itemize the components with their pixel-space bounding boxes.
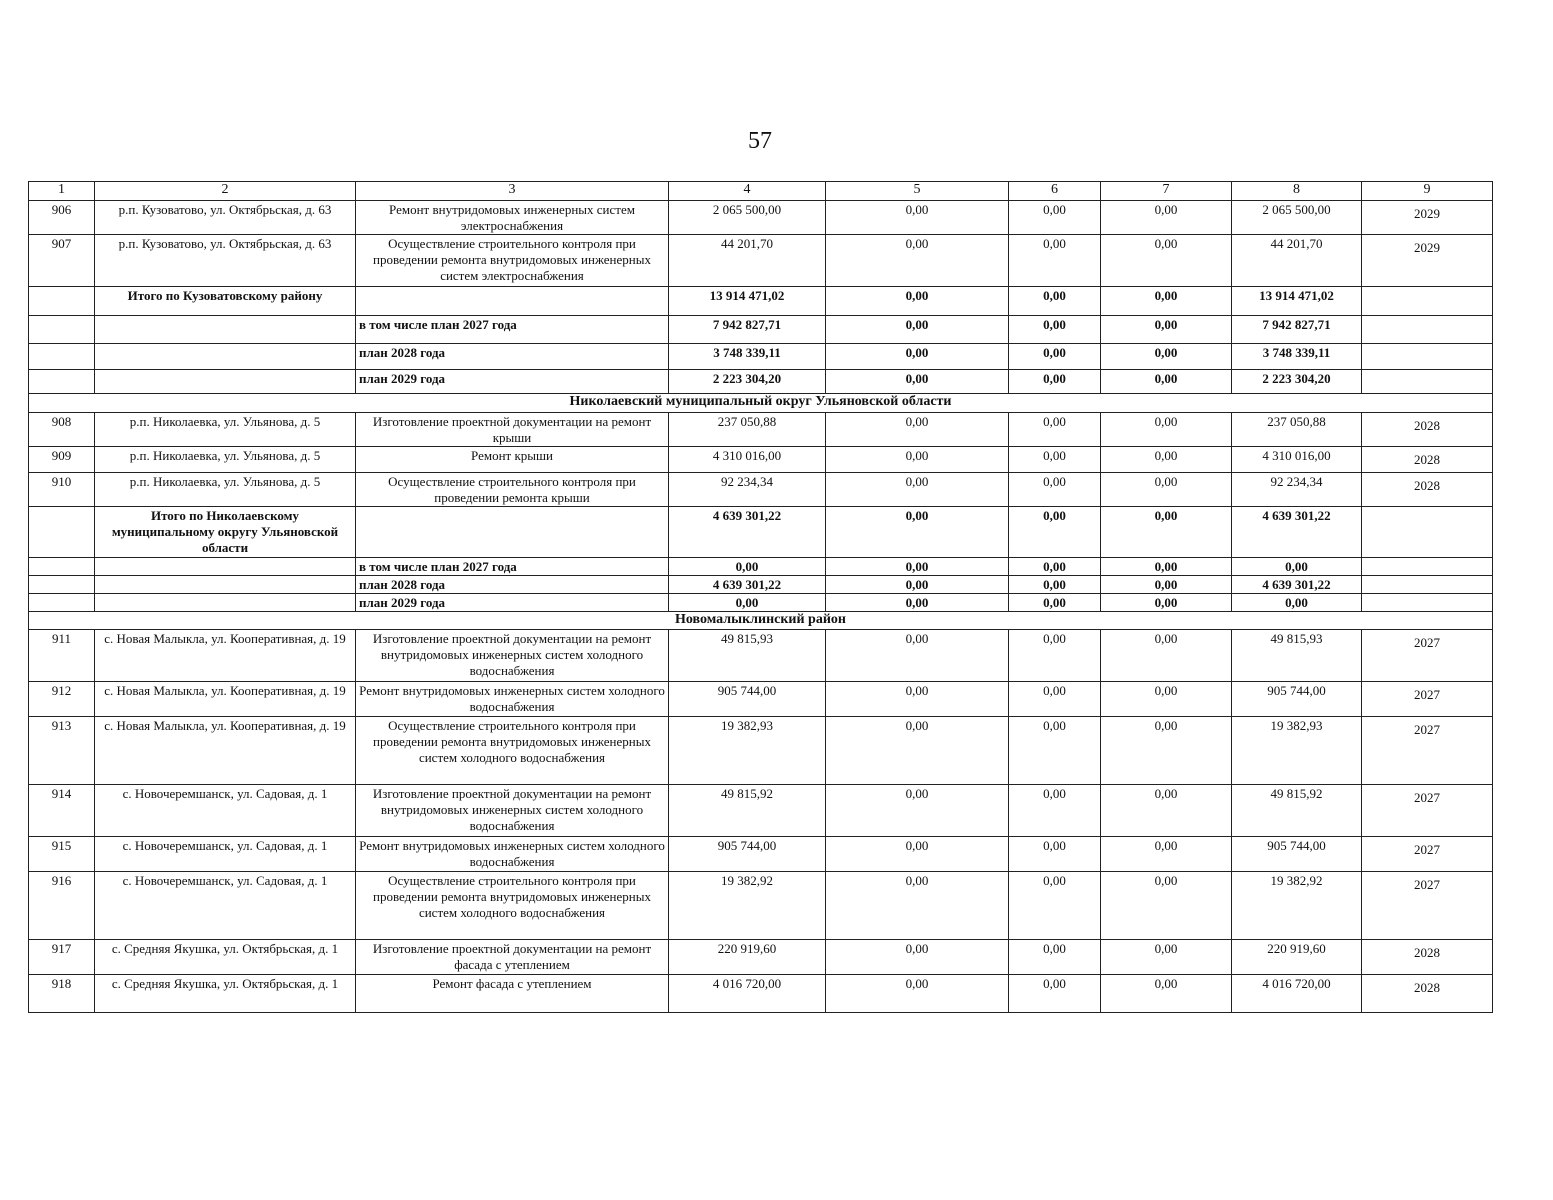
amount-col6-cell: 0,00	[1009, 630, 1101, 682]
amount-col6-cell: 0,00	[1009, 872, 1101, 940]
amount-col7-cell: 0,00	[1101, 785, 1232, 837]
amount-col6-cell: 0,00	[1009, 594, 1101, 612]
amount-col8-cell: 49 815,93	[1232, 630, 1362, 682]
amount-col5-cell: 0,00	[826, 594, 1009, 612]
amount-col7-cell: 0,00	[1101, 316, 1232, 344]
address-cell: с. Новочеремшанск, ул. Садовая, д. 1	[95, 837, 356, 872]
row-number-cell	[29, 594, 95, 612]
amount-col4-cell: 49 815,92	[669, 785, 826, 837]
row-number-cell: 914	[29, 785, 95, 837]
amount-col7-cell: 0,00	[1101, 507, 1232, 558]
amount-col7-cell: 0,00	[1101, 872, 1232, 940]
section-header-row	[29, 394, 1493, 413]
row-number-cell	[29, 344, 95, 370]
row-number-cell: 910	[29, 473, 95, 507]
work-description-cell: в том числе план 2027 года	[356, 558, 669, 576]
amount-col8-cell: 49 815,92	[1232, 785, 1362, 837]
table-row	[29, 785, 1493, 837]
amount-col4-cell: 905 744,00	[669, 837, 826, 872]
year-cell: 2028	[1362, 940, 1493, 975]
table-body	[29, 182, 1493, 1013]
row-number-cell: 915	[29, 837, 95, 872]
table-row	[29, 413, 1493, 447]
header-cell: 6	[1009, 182, 1101, 201]
amount-col4-cell: 49 815,93	[669, 630, 826, 682]
work-description-cell: Изготовление проектной документации на ремонт крыши	[356, 413, 669, 447]
address-cell	[95, 558, 356, 576]
address-cell	[95, 316, 356, 344]
amount-col8-cell: 0,00	[1232, 594, 1362, 612]
address-cell: р.п. Кузоватово, ул. Октябрьская, д. 63	[95, 201, 356, 235]
row-number-cell: 907	[29, 235, 95, 287]
table-row	[29, 940, 1493, 975]
amount-col5-cell: 0,00	[826, 370, 1009, 394]
work-description-cell: план 2029 года	[356, 370, 669, 394]
header-cell: 4	[669, 182, 826, 201]
amount-col8-cell: 13 914 471,02	[1232, 287, 1362, 316]
address-cell	[95, 370, 356, 394]
row-number-cell	[29, 370, 95, 394]
amount-col8-cell: 905 744,00	[1232, 837, 1362, 872]
amount-col6-cell: 0,00	[1009, 507, 1101, 558]
row-number-cell	[29, 576, 95, 594]
total-row	[29, 507, 1493, 558]
amount-col4-cell: 237 050,88	[669, 413, 826, 447]
row-number-cell: 908	[29, 413, 95, 447]
year-cell	[1362, 344, 1493, 370]
amount-col6-cell: 0,00	[1009, 837, 1101, 872]
amount-col4-cell: 0,00	[669, 558, 826, 576]
amount-col8-cell: 237 050,88	[1232, 413, 1362, 447]
amount-col4-cell: 3 748 339,11	[669, 344, 826, 370]
amount-col4-cell: 2 065 500,00	[669, 201, 826, 235]
row-number-cell: 916	[29, 872, 95, 940]
address-cell	[95, 576, 356, 594]
amount-col7-cell: 0,00	[1101, 344, 1232, 370]
amount-col6-cell: 0,00	[1009, 940, 1101, 975]
year-cell	[1362, 576, 1493, 594]
address-cell	[95, 344, 356, 370]
amount-col6-cell: 0,00	[1009, 370, 1101, 394]
amount-col5-cell: 0,00	[826, 837, 1009, 872]
amount-col5-cell: 0,00	[826, 413, 1009, 447]
amount-col6-cell: 0,00	[1009, 473, 1101, 507]
total-row	[29, 558, 1493, 576]
table-row	[29, 837, 1493, 872]
amount-col4-cell: 13 914 471,02	[669, 287, 826, 316]
amount-col8-cell: 4 639 301,22	[1232, 576, 1362, 594]
amount-col7-cell: 0,00	[1101, 576, 1232, 594]
amount-col5-cell: 0,00	[826, 201, 1009, 235]
year-cell: 2028	[1362, 975, 1493, 1013]
amount-col6-cell: 0,00	[1009, 235, 1101, 287]
work-description-cell: Ремонт крыши	[356, 447, 669, 473]
work-description-cell: Ремонт внутридомовых инженерных систем холодного водоснабжения	[356, 682, 669, 717]
work-description-cell: Осуществление строительного контроля при проведении ремонта внутридомовых инженерных систем холодного водоснабжения	[356, 872, 669, 940]
amount-col8-cell: 4 310 016,00	[1232, 447, 1362, 473]
amount-col6-cell: 0,00	[1009, 682, 1101, 717]
header-cell: 8	[1232, 182, 1362, 201]
amount-col4-cell: 44 201,70	[669, 235, 826, 287]
work-description-cell	[356, 507, 669, 558]
table-row	[29, 447, 1493, 473]
address-cell: р.п. Николаевка, ул. Ульянова, д. 5	[95, 447, 356, 473]
row-number-cell	[29, 558, 95, 576]
amount-col7-cell: 0,00	[1101, 201, 1232, 235]
amount-col4-cell: 0,00	[669, 594, 826, 612]
header-cell: 7	[1101, 182, 1232, 201]
amount-col5-cell: 0,00	[826, 630, 1009, 682]
amount-col7-cell: 0,00	[1101, 837, 1232, 872]
row-number-cell	[29, 507, 95, 558]
amount-col6-cell: 0,00	[1009, 558, 1101, 576]
amount-col7-cell: 0,00	[1101, 287, 1232, 316]
amount-col8-cell: 220 919,60	[1232, 940, 1362, 975]
amount-col6-cell: 0,00	[1009, 344, 1101, 370]
row-number-cell: 917	[29, 940, 95, 975]
year-cell: 2027	[1362, 717, 1493, 785]
amount-col8-cell: 19 382,92	[1232, 872, 1362, 940]
address-cell: Итого по Николаевскому муниципальному округу Ульяновской области	[95, 507, 356, 558]
amount-col8-cell: 44 201,70	[1232, 235, 1362, 287]
header-cell: 9	[1362, 182, 1493, 201]
amount-col6-cell: 0,00	[1009, 287, 1101, 316]
amount-col6-cell: 0,00	[1009, 975, 1101, 1013]
total-row	[29, 287, 1493, 316]
amount-col4-cell: 7 942 827,71	[669, 316, 826, 344]
year-cell	[1362, 594, 1493, 612]
amount-col5-cell: 0,00	[826, 682, 1009, 717]
amount-col5-cell: 0,00	[826, 785, 1009, 837]
amount-col8-cell: 92 234,34	[1232, 473, 1362, 507]
amount-col7-cell: 0,00	[1101, 594, 1232, 612]
total-row	[29, 370, 1493, 394]
amount-col7-cell: 0,00	[1101, 975, 1232, 1013]
address-cell	[95, 594, 356, 612]
amount-col5-cell: 0,00	[826, 473, 1009, 507]
amount-col4-cell: 4 310 016,00	[669, 447, 826, 473]
total-row	[29, 576, 1493, 594]
amount-col7-cell: 0,00	[1101, 682, 1232, 717]
amount-col6-cell: 0,00	[1009, 316, 1101, 344]
year-cell	[1362, 287, 1493, 316]
table-row	[29, 682, 1493, 717]
year-cell	[1362, 558, 1493, 576]
year-cell	[1362, 507, 1493, 558]
work-description-cell: Ремонт фасада с утеплением	[356, 975, 669, 1013]
section-header-row	[29, 612, 1493, 630]
address-cell: с. Средняя Якушка, ул. Октябрьская, д. 1	[95, 940, 356, 975]
amount-col6-cell: 0,00	[1009, 447, 1101, 473]
work-description-cell: Ремонт внутридомовых инженерных систем электроснабжения	[356, 201, 669, 235]
work-description-cell: Изготовление проектной документации на ремонт внутридомовых инженерных систем холодного водоснабжения	[356, 630, 669, 682]
year-cell: 2029	[1362, 201, 1493, 235]
year-cell: 2027	[1362, 837, 1493, 872]
amount-col8-cell: 0,00	[1232, 558, 1362, 576]
year-cell: 2027	[1362, 872, 1493, 940]
section-title: Николаевский муниципальный округ Ульяновской области	[29, 394, 1493, 413]
amount-col5-cell: 0,00	[826, 287, 1009, 316]
amount-col6-cell: 0,00	[1009, 717, 1101, 785]
amount-col5-cell: 0,00	[826, 576, 1009, 594]
address-cell: с. Новочеремшанск, ул. Садовая, д. 1	[95, 785, 356, 837]
address-cell: с. Новочеремшанск, ул. Садовая, д. 1	[95, 872, 356, 940]
amount-col7-cell: 0,00	[1101, 630, 1232, 682]
work-description-cell: Осуществление строительного контроля при проведении ремонта внутридомовых инженерных систем электроснабжения	[356, 235, 669, 287]
budget-table	[28, 181, 1493, 1013]
amount-col8-cell: 2 223 304,20	[1232, 370, 1362, 394]
amount-col7-cell: 0,00	[1101, 717, 1232, 785]
amount-col8-cell: 4 016 720,00	[1232, 975, 1362, 1013]
year-cell	[1362, 370, 1493, 394]
year-cell: 2028	[1362, 447, 1493, 473]
row-number-cell: 913	[29, 717, 95, 785]
amount-col7-cell: 0,00	[1101, 413, 1232, 447]
amount-col7-cell: 0,00	[1101, 473, 1232, 507]
amount-col5-cell: 0,00	[826, 558, 1009, 576]
table-row	[29, 872, 1493, 940]
amount-col5-cell: 0,00	[826, 717, 1009, 785]
amount-col4-cell: 19 382,92	[669, 872, 826, 940]
address-cell: р.п. Николаевка, ул. Ульянова, д. 5	[95, 473, 356, 507]
amount-col5-cell: 0,00	[826, 316, 1009, 344]
address-cell: с. Новая Малыкла, ул. Кооперативная, д. 19	[95, 717, 356, 785]
year-cell: 2027	[1362, 785, 1493, 837]
amount-col5-cell: 0,00	[826, 940, 1009, 975]
amount-col7-cell: 0,00	[1101, 447, 1232, 473]
year-cell: 2028	[1362, 473, 1493, 507]
work-description-cell: план 2028 года	[356, 576, 669, 594]
work-description-cell: план 2028 года	[356, 344, 669, 370]
amount-col8-cell: 19 382,93	[1232, 717, 1362, 785]
header-row	[29, 182, 1493, 201]
total-row	[29, 316, 1493, 344]
header-cell: 5	[826, 182, 1009, 201]
work-description-cell	[356, 287, 669, 316]
amount-col4-cell: 905 744,00	[669, 682, 826, 717]
total-row	[29, 344, 1493, 370]
work-description-cell: Изготовление проектной документации на ремонт фасада с утеплением	[356, 940, 669, 975]
section-title: Новомалыклинский район	[29, 612, 1493, 630]
address-cell: р.п. Николаевка, ул. Ульянова, д. 5	[95, 413, 356, 447]
row-number-cell: 918	[29, 975, 95, 1013]
amount-col5-cell: 0,00	[826, 447, 1009, 473]
row-number-cell: 912	[29, 682, 95, 717]
work-description-cell: Изготовление проектной документации на ремонт внутридомовых инженерных систем холодного водоснабжения	[356, 785, 669, 837]
amount-col5-cell: 0,00	[826, 344, 1009, 370]
total-row	[29, 594, 1493, 612]
address-cell: Итого по Кузоватовскому району	[95, 287, 356, 316]
amount-col7-cell: 0,00	[1101, 558, 1232, 576]
row-number-cell: 906	[29, 201, 95, 235]
table-row	[29, 717, 1493, 785]
row-number-cell: 909	[29, 447, 95, 473]
amount-col6-cell: 0,00	[1009, 201, 1101, 235]
amount-col5-cell: 0,00	[826, 507, 1009, 558]
header-cell: 2	[95, 182, 356, 201]
row-number-cell	[29, 316, 95, 344]
amount-col4-cell: 2 223 304,20	[669, 370, 826, 394]
amount-col4-cell: 4 639 301,22	[669, 507, 826, 558]
amount-col8-cell: 905 744,00	[1232, 682, 1362, 717]
amount-col5-cell: 0,00	[826, 872, 1009, 940]
table-row	[29, 235, 1493, 287]
amount-col8-cell: 7 942 827,71	[1232, 316, 1362, 344]
year-cell: 2027	[1362, 682, 1493, 717]
work-description-cell: в том числе план 2027 года	[356, 316, 669, 344]
amount-col5-cell: 0,00	[826, 975, 1009, 1013]
amount-col8-cell: 2 065 500,00	[1232, 201, 1362, 235]
work-description-cell: Ремонт внутридомовых инженерных систем холодного водоснабжения	[356, 837, 669, 872]
amount-col4-cell: 19 382,93	[669, 717, 826, 785]
page-number: 57	[748, 128, 772, 154]
table-row	[29, 975, 1493, 1013]
address-cell: с. Новая Малыкла, ул. Кооперативная, д. 19	[95, 682, 356, 717]
address-cell: с. Средняя Якушка, ул. Октябрьская, д. 1	[95, 975, 356, 1013]
amount-col4-cell: 92 234,34	[669, 473, 826, 507]
amount-col7-cell: 0,00	[1101, 370, 1232, 394]
amount-col4-cell: 4 016 720,00	[669, 975, 826, 1013]
table-row	[29, 473, 1493, 507]
amount-col7-cell: 0,00	[1101, 235, 1232, 287]
row-number-cell	[29, 287, 95, 316]
year-cell: 2028	[1362, 413, 1493, 447]
row-number-cell: 911	[29, 630, 95, 682]
address-cell: с. Новая Малыкла, ул. Кооперативная, д. 19	[95, 630, 356, 682]
amount-col6-cell: 0,00	[1009, 576, 1101, 594]
work-description-cell: план 2029 года	[356, 594, 669, 612]
header-cell: 1	[29, 182, 95, 201]
work-description-cell: Осуществление строительного контроля при проведении ремонта крыши	[356, 473, 669, 507]
table-row	[29, 201, 1493, 235]
amount-col7-cell: 0,00	[1101, 940, 1232, 975]
header-cell: 3	[356, 182, 669, 201]
table-row	[29, 630, 1493, 682]
address-cell: р.п. Кузоватово, ул. Октябрьская, д. 63	[95, 235, 356, 287]
amount-col8-cell: 3 748 339,11	[1232, 344, 1362, 370]
amount-col5-cell: 0,00	[826, 235, 1009, 287]
work-description-cell: Осуществление строительного контроля при проведении ремонта внутридомовых инженерных систем холодного водоснабжения	[356, 717, 669, 785]
year-cell	[1362, 316, 1493, 344]
year-cell: 2027	[1362, 630, 1493, 682]
amount-col4-cell: 220 919,60	[669, 940, 826, 975]
amount-col8-cell: 4 639 301,22	[1232, 507, 1362, 558]
amount-col4-cell: 4 639 301,22	[669, 576, 826, 594]
year-cell: 2029	[1362, 235, 1493, 287]
amount-col6-cell: 0,00	[1009, 413, 1101, 447]
amount-col6-cell: 0,00	[1009, 785, 1101, 837]
